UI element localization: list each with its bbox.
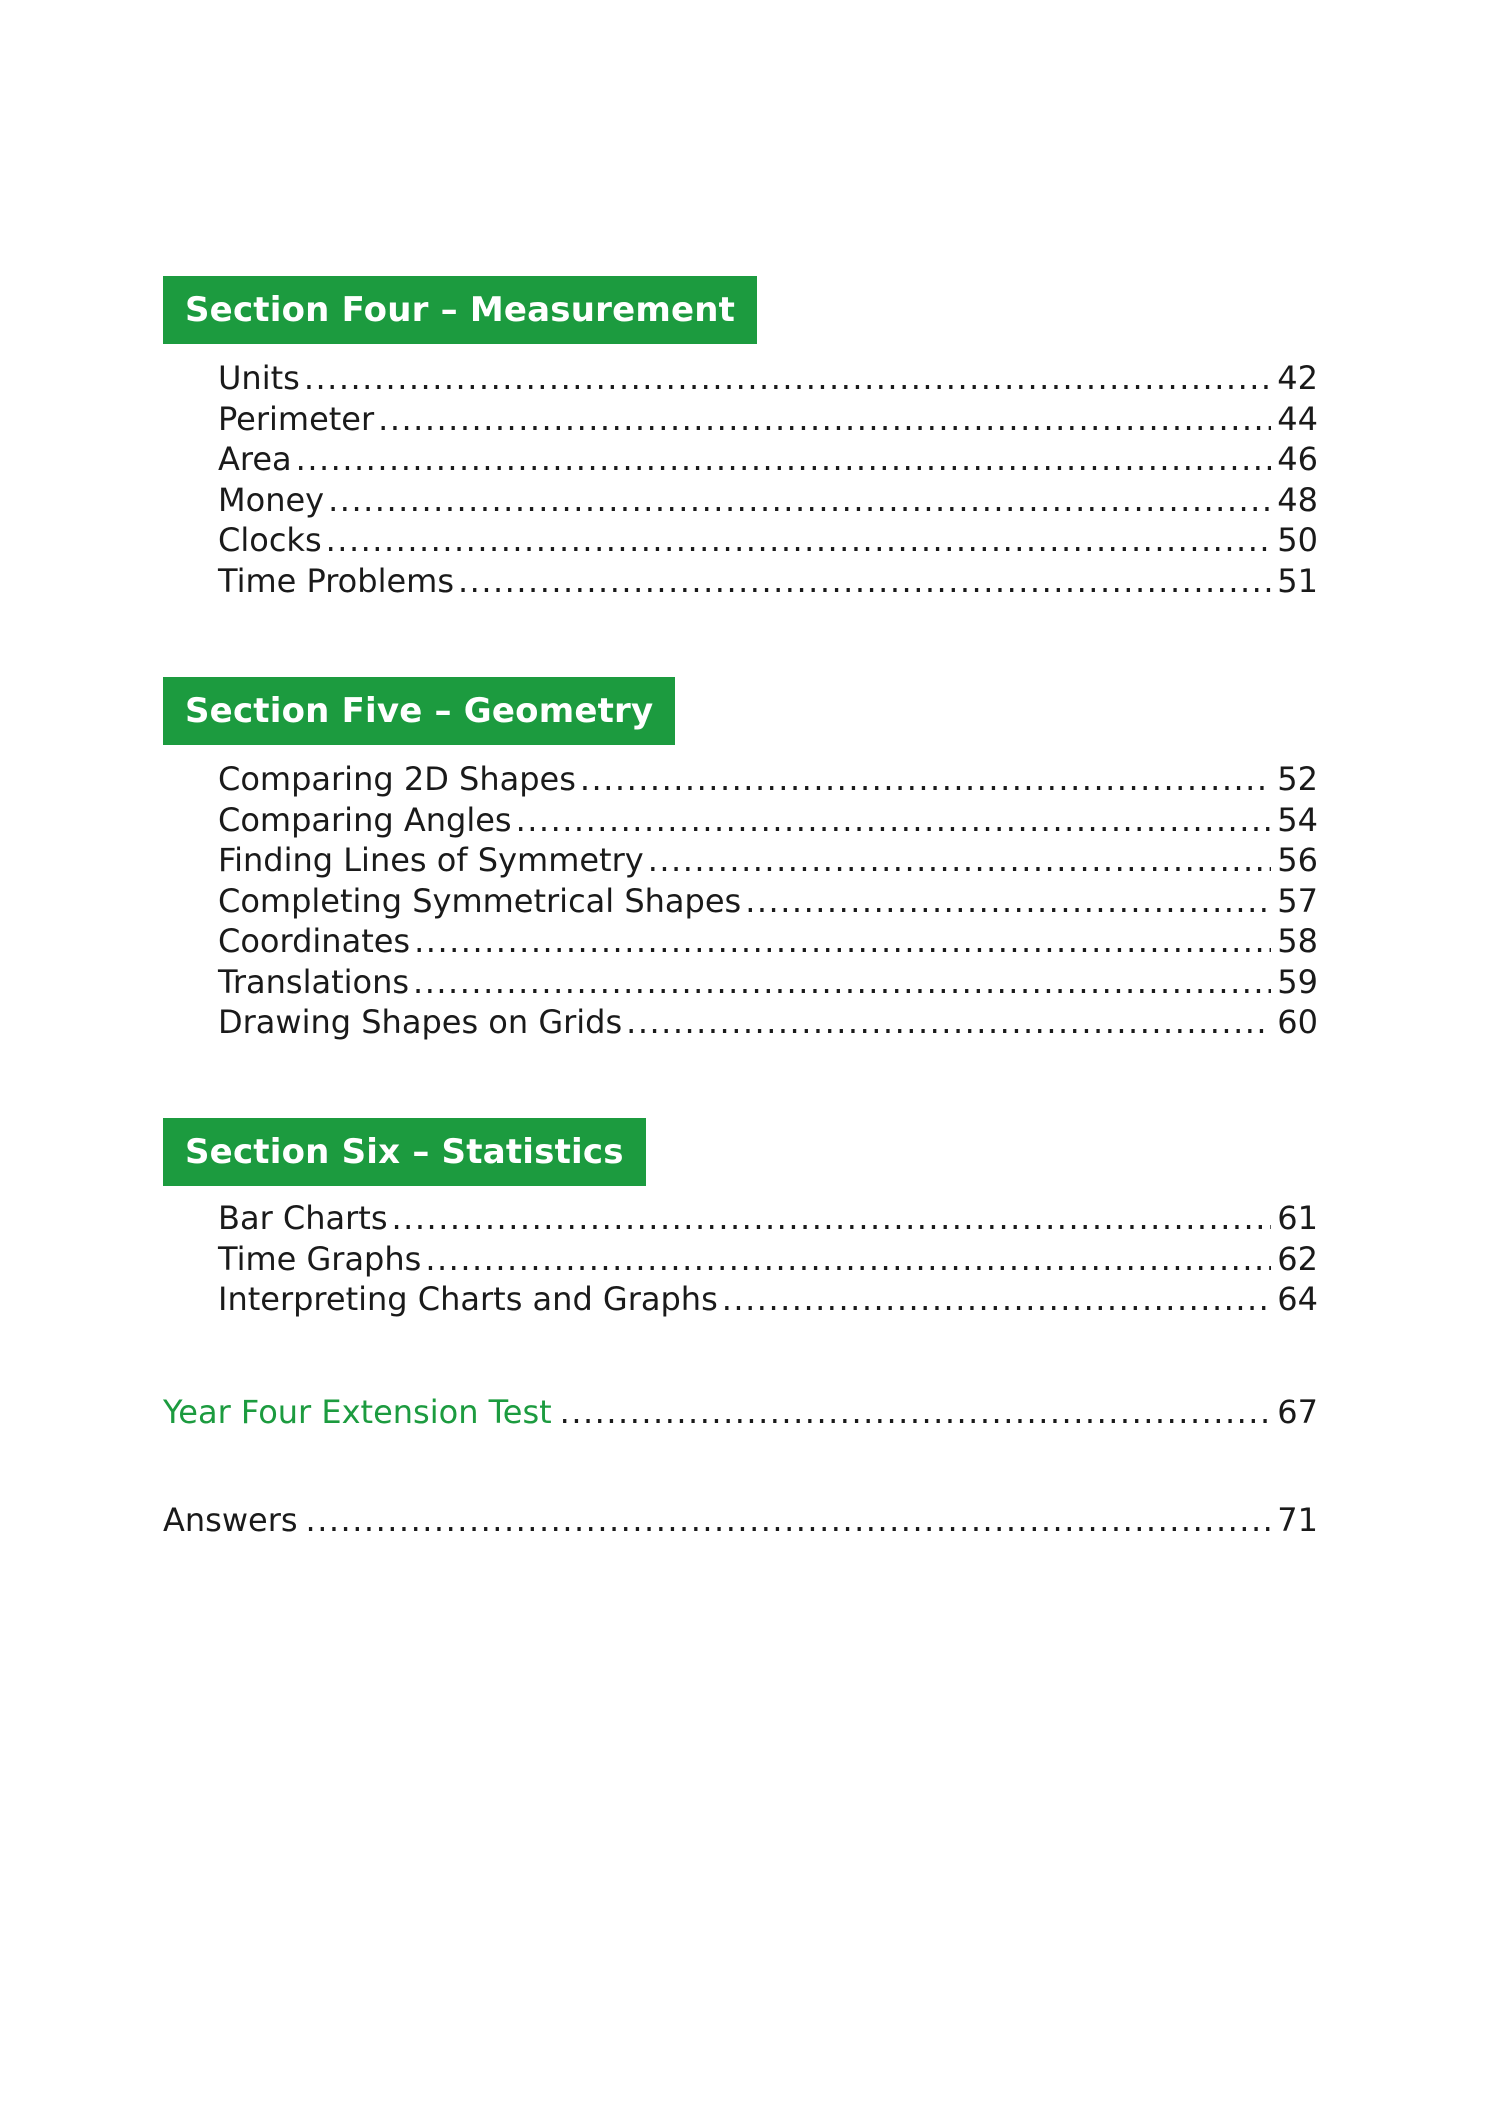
- section-header: Section Six – Statistics: [163, 1118, 646, 1186]
- toc-entry-title: Finding Lines of Symmetry: [218, 841, 644, 879]
- toc-entry-title: Time Graphs: [218, 1239, 422, 1278]
- toc-entry-page: 58: [1277, 922, 1318, 960]
- toc-entry-page: 62: [1277, 1239, 1318, 1278]
- toc-entry[interactable]: [218, 480, 1318, 521]
- toc-entry-page: 67: [1277, 1393, 1318, 1431]
- toc-entry[interactable]: [218, 921, 1318, 962]
- toc-entry-page: 57: [1277, 881, 1318, 920]
- dot-leader: [580, 759, 1271, 800]
- toc-entry-title: Clocks: [218, 521, 322, 559]
- toc-entry[interactable]: [218, 439, 1318, 480]
- section-header: Section Five – Geometry: [163, 677, 675, 745]
- toc-entry-title: Drawing Shapes on Grids: [218, 1003, 623, 1041]
- toc-entry-page: 56: [1277, 841, 1318, 879]
- dot-leader: [425, 1239, 1271, 1280]
- dot-leader: [413, 962, 1271, 1003]
- toc-entry-title: Comparing Angles: [218, 800, 512, 839]
- toc-entry-page: 64: [1277, 1280, 1318, 1318]
- dot-leader: [306, 1500, 1274, 1540]
- section-five: [163, 677, 1318, 1043]
- section-header: Section Four – Measurement: [163, 276, 757, 344]
- section-four: [163, 276, 1318, 601]
- toc-entry-title: Interpreting Charts and Graphs: [218, 1280, 718, 1318]
- dot-leader: [304, 358, 1271, 399]
- dot-leader: [516, 800, 1272, 841]
- toc-entry-title: Perimeter: [218, 399, 375, 438]
- section-entries: [163, 759, 1318, 1043]
- dot-leader: [722, 1279, 1272, 1320]
- toc-entry[interactable]: [218, 358, 1318, 399]
- section-entries: [163, 1198, 1318, 1320]
- toc-entry[interactable]: [218, 1198, 1318, 1239]
- toc-entry-page: 50: [1277, 521, 1318, 559]
- toc-entry-page: 51: [1277, 561, 1318, 600]
- toc-entry[interactable]: [218, 881, 1318, 922]
- toc-entry-page: 42: [1277, 359, 1318, 397]
- toc-entry-title: Comparing 2D Shapes: [218, 760, 576, 798]
- toc-entry-title: Units: [218, 359, 300, 397]
- toc-entry[interactable]: [218, 399, 1318, 440]
- toc-entry[interactable]: [218, 1279, 1318, 1320]
- toc-entry-answers[interactable]: [163, 1500, 1318, 1540]
- dot-leader: [296, 439, 1272, 480]
- dot-leader: [458, 561, 1271, 602]
- dot-leader: [560, 1392, 1274, 1432]
- toc-entry-title: Time Problems: [218, 561, 454, 600]
- dot-leader: [378, 399, 1271, 440]
- toc-entry[interactable]: [218, 759, 1318, 800]
- toc-entry-extension-test[interactable]: [163, 1392, 1318, 1432]
- dot-leader: [392, 1198, 1272, 1239]
- dot-leader: [328, 480, 1271, 521]
- toc-entry-page: 61: [1277, 1199, 1318, 1237]
- toc-entry[interactable]: [218, 840, 1318, 881]
- toc-entry-page: 52: [1277, 760, 1318, 798]
- toc-entry-title: Bar Charts: [218, 1199, 388, 1237]
- toc-entry[interactable]: [218, 800, 1318, 841]
- toc-entry-title: Money: [218, 480, 325, 519]
- toc-entry-page: 59: [1277, 962, 1318, 1001]
- toc-entry[interactable]: [218, 561, 1318, 602]
- toc-entry-title: Coordinates: [218, 922, 411, 960]
- toc-entry-page: 44: [1277, 399, 1318, 438]
- toc-entry-page: 48: [1277, 480, 1318, 519]
- dot-leader: [326, 520, 1272, 561]
- toc-entry[interactable]: [218, 1239, 1318, 1280]
- toc-entry-title: Year Four Extension Test: [163, 1393, 552, 1431]
- toc-entry-title: Area: [218, 440, 292, 478]
- section-six: [163, 1118, 1318, 1320]
- toc-entry-title: Answers: [163, 1501, 298, 1539]
- toc-entry[interactable]: [218, 1002, 1318, 1043]
- dot-leader: [414, 921, 1271, 962]
- toc-entry[interactable]: [218, 520, 1318, 561]
- toc-entry-page: 46: [1277, 440, 1318, 478]
- dot-leader: [745, 881, 1271, 922]
- section-entries: [163, 358, 1318, 601]
- toc-entry-page: 71: [1277, 1501, 1318, 1539]
- dot-leader: [626, 1002, 1271, 1043]
- toc-entry-title: Translations: [218, 962, 410, 1001]
- toc-entry[interactable]: [218, 962, 1318, 1003]
- toc-entry-title: Completing Symmetrical Shapes: [218, 881, 742, 920]
- dot-leader: [648, 840, 1272, 881]
- toc-entry-page: 54: [1277, 800, 1318, 839]
- toc-entry-page: 60: [1277, 1003, 1318, 1041]
